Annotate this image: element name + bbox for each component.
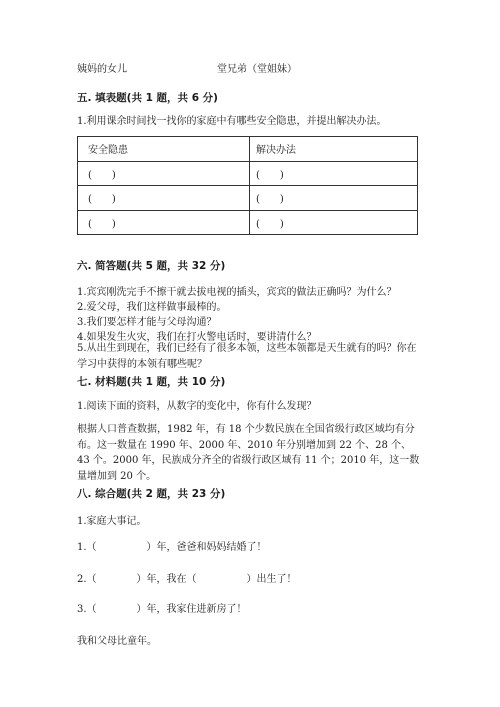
list-item: 5.从出生到现在，我们已经有了很多本领，这些本领都是天生就有的吗？你在学习中获得的本领有哪些呢？ — [77, 343, 417, 370]
table-cell: ( ) — [78, 186, 250, 211]
section8-question1: 1.家庭大事记。 — [77, 516, 147, 527]
list-item: 1.宾宾刚洗完手不擦干就去拔电视的插头，宾宾的做法正确吗？为什么？ — [77, 287, 397, 298]
table-row — [78, 210, 418, 235]
list-item: 4.如果发生火灾，我们在打火警电话时，要讲清什么？ — [77, 332, 317, 343]
family-event-line: 3.（ ）年，我家住进新房了！ — [77, 604, 247, 615]
table-header-hazard: 安全隐患 — [78, 137, 250, 162]
section6-heading: 六. 简答题(共 5 题，共 32 分) — [77, 260, 226, 272]
list-item: 3.我们要怎样才能与父母沟通？ — [77, 317, 217, 328]
table-cell: ( ) — [250, 161, 418, 186]
section8-heading: 八. 综合题(共 2 题，共 23 分) — [77, 488, 226, 500]
family-event-line: 2.（ ）年，我在（ ）出生了！ — [77, 574, 297, 585]
section8-footer: 我和父母比童年。 — [77, 636, 157, 647]
table-row — [78, 161, 418, 186]
table-cell: ( ) — [250, 210, 418, 235]
section7-heading: 七. 材料题(共 1 题，共 10 分) — [77, 376, 226, 388]
family-event-line: 1.（ ）年，爸爸和妈妈结婚了！ — [77, 542, 267, 553]
top-line-right: 堂兄弟（堂姐妹） — [217, 64, 297, 75]
hazard-table — [77, 136, 418, 235]
table-cell: ( ) — [78, 161, 250, 186]
table-cell: ( ) — [250, 186, 418, 211]
table-cell: ( ) — [78, 210, 250, 235]
material-paragraph: 根据人口普查数据，1982 年，有 18 个少数民族在全国省级行政区域均有分布。这一数量在 1990 年、2000 年、2010 年分别增加到 22 个、28 个、43 个。2000 年，民族成分齐全的省级行政区域有 11 个；2010 年，这一数量增加到 20 个。 — [77, 424, 420, 482]
table-header-row — [78, 137, 418, 162]
section5-question1: 1.利用课余时间找一找你的家庭中有哪些安全隐患，并提出解决办法。 — [77, 116, 387, 127]
table-header-solution: 解决办法 — [250, 137, 418, 162]
table-row — [78, 186, 418, 211]
section7-question1: 1.阅读下面的资料，从数字的变化中，你有什么发现？ — [77, 401, 317, 412]
list-item: 2.爱父母，我们这样做事最棒的。 — [77, 302, 227, 313]
section5-heading: 五. 填表题(共 1 题，共 6 分) — [77, 92, 218, 104]
top-line-left: 姨妈的女儿 — [77, 64, 127, 75]
